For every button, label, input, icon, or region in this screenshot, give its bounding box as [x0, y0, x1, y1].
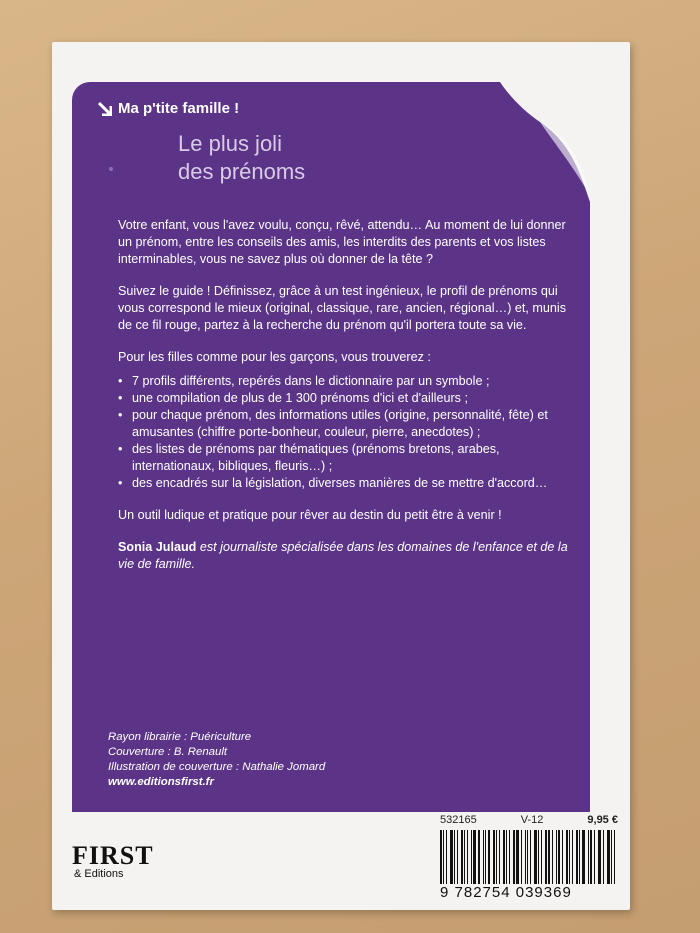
barcode-bar — [503, 830, 505, 884]
barcode-bar — [562, 830, 563, 884]
barcode-bar — [478, 830, 480, 884]
barcode-bar — [483, 830, 484, 884]
paragraph: Suivez le guide ! Définissez, grâce à un test ingénieux, le profil de prénoms qui vous correspond le mieux (original, classique, rare, ancien, régional…) et, munis de ce fil rouge, partez à la recherche du prénom qu'il portera toute sa vie. — [118, 284, 566, 332]
credits — [108, 730, 325, 790]
ampersand-icon: & — [74, 868, 82, 880]
barcode-bar — [582, 830, 585, 884]
barcode-bar — [496, 830, 497, 884]
website-link[interactable]: www.editionsfirst.fr — [108, 776, 214, 788]
purple-panel — [72, 82, 590, 812]
barcode-bar — [530, 830, 531, 884]
version-code: V-12 — [520, 814, 544, 826]
barcode-bar — [534, 830, 537, 884]
barcode-bar — [527, 830, 529, 884]
barcode-bar — [594, 830, 595, 884]
barcode-block — [440, 812, 618, 901]
list-item: • des encadrés sur la législation, diverses manières de se mettre d'accord… — [118, 475, 573, 492]
price: 9,95 € — [587, 814, 618, 826]
isbn-number: 9 782754 039369 — [440, 884, 572, 901]
barcode-bar — [461, 830, 463, 884]
barcode-bar — [473, 830, 476, 884]
barcode-bar — [556, 830, 557, 884]
paragraph: Votre enfant, vous l'avez voulu, conçu, rêvé, attendu… Au moment de lui donner un prénom, entre les conseils des amis, les interdits des parents et vos listes interminables, vous ne savez plus où donner de la tête ? — [118, 218, 566, 266]
list-item: • des listes de prénoms par thématiques (prénoms bretons, arabes, internationaux, bibliques, fleuris…) ; — [118, 441, 573, 475]
book-back-cover — [52, 42, 630, 910]
author-name: Sonia Julaud — [118, 540, 197, 554]
barcode-bar — [579, 830, 580, 884]
barcode-bar — [611, 830, 612, 884]
barcode-bar — [607, 830, 610, 884]
closing-line: Un outil ludique et pratique pour rêver au destin du petit être à venir ! — [118, 508, 502, 522]
barcode-bar — [614, 830, 615, 884]
barcode-bar — [499, 830, 500, 884]
barcode-bar — [467, 830, 468, 884]
series-label — [98, 100, 239, 117]
barcode-bar — [446, 830, 447, 884]
barcode-bar — [493, 830, 496, 884]
barcode-bar — [541, 830, 542, 884]
barcode-bar — [598, 830, 599, 884]
publisher-name: FIRST — [72, 841, 154, 870]
barcode-bar — [513, 830, 515, 884]
barcode-bar — [454, 830, 455, 884]
barcode-bar — [548, 830, 550, 884]
paragraph: Pour les filles comme pour les garçons, vous trouverez : — [118, 350, 431, 364]
decorative-dot — [109, 167, 113, 171]
barcode-bar — [457, 830, 459, 884]
barcode-bar — [603, 830, 604, 884]
barcode-bar — [566, 830, 568, 884]
title-line-2: des prénoms — [178, 159, 306, 184]
barcode-bar — [488, 830, 490, 884]
credit-line: Illustration de couverture : Nathalie Jomard — [108, 761, 326, 773]
barcode-bar — [599, 830, 601, 884]
feature-list — [118, 373, 573, 492]
author-description: est journaliste spécialisée dans les domaines de l'enfance et de la vie de famille. — [118, 540, 568, 571]
series-text: Ma p'tite famille ! — [118, 100, 240, 117]
author-bio — [118, 539, 573, 573]
barcode-bar — [516, 830, 519, 884]
barcode-bar — [464, 830, 465, 884]
barcode-bar — [545, 830, 547, 884]
barcode-bar — [525, 830, 526, 884]
publisher-sub: Editions — [84, 868, 124, 880]
barcode-bar — [588, 830, 589, 884]
barcode-bars — [440, 830, 618, 884]
barcode-bar — [576, 830, 578, 884]
barcode-bar — [509, 830, 510, 884]
barcode-bar — [440, 830, 442, 884]
barcode-bar — [572, 830, 573, 884]
barcode-bar — [485, 830, 486, 884]
list-item: • une compilation de plus de 1 300 prénoms d'ici et d'ailleurs ; — [118, 390, 573, 407]
barcode-bar — [558, 830, 561, 884]
barcode-bar — [590, 830, 592, 884]
barcode-bar — [552, 830, 553, 884]
barcode-bar — [569, 830, 570, 884]
publisher-logo — [72, 841, 154, 880]
barcode-bar — [450, 830, 453, 884]
barcode-bar — [443, 830, 444, 884]
barcode-bar — [521, 830, 522, 884]
barcode-bar — [538, 830, 539, 884]
credit-line: Couverture : B. Renault — [108, 746, 228, 758]
product-code: 532165 — [440, 814, 477, 826]
blurb — [118, 217, 573, 588]
barcode-bar — [471, 830, 472, 884]
page-curl-icon — [500, 82, 590, 202]
list-item: • 7 profils différents, repérés dans le dictionnaire par un symbole ; — [118, 373, 573, 390]
credit-line: Rayon librairie : Puériculture — [108, 731, 252, 743]
title-line-1: Le plus joli — [178, 131, 282, 156]
barcode-bar — [506, 830, 507, 884]
book-title — [178, 130, 305, 186]
arrow-icon — [98, 102, 112, 116]
list-item: • pour chaque prénom, des informations utiles (origine, personnalité, fête) et amusantes (chiffre porte-bonheur, couleur, pierre, anecdotes) ; — [118, 407, 573, 441]
